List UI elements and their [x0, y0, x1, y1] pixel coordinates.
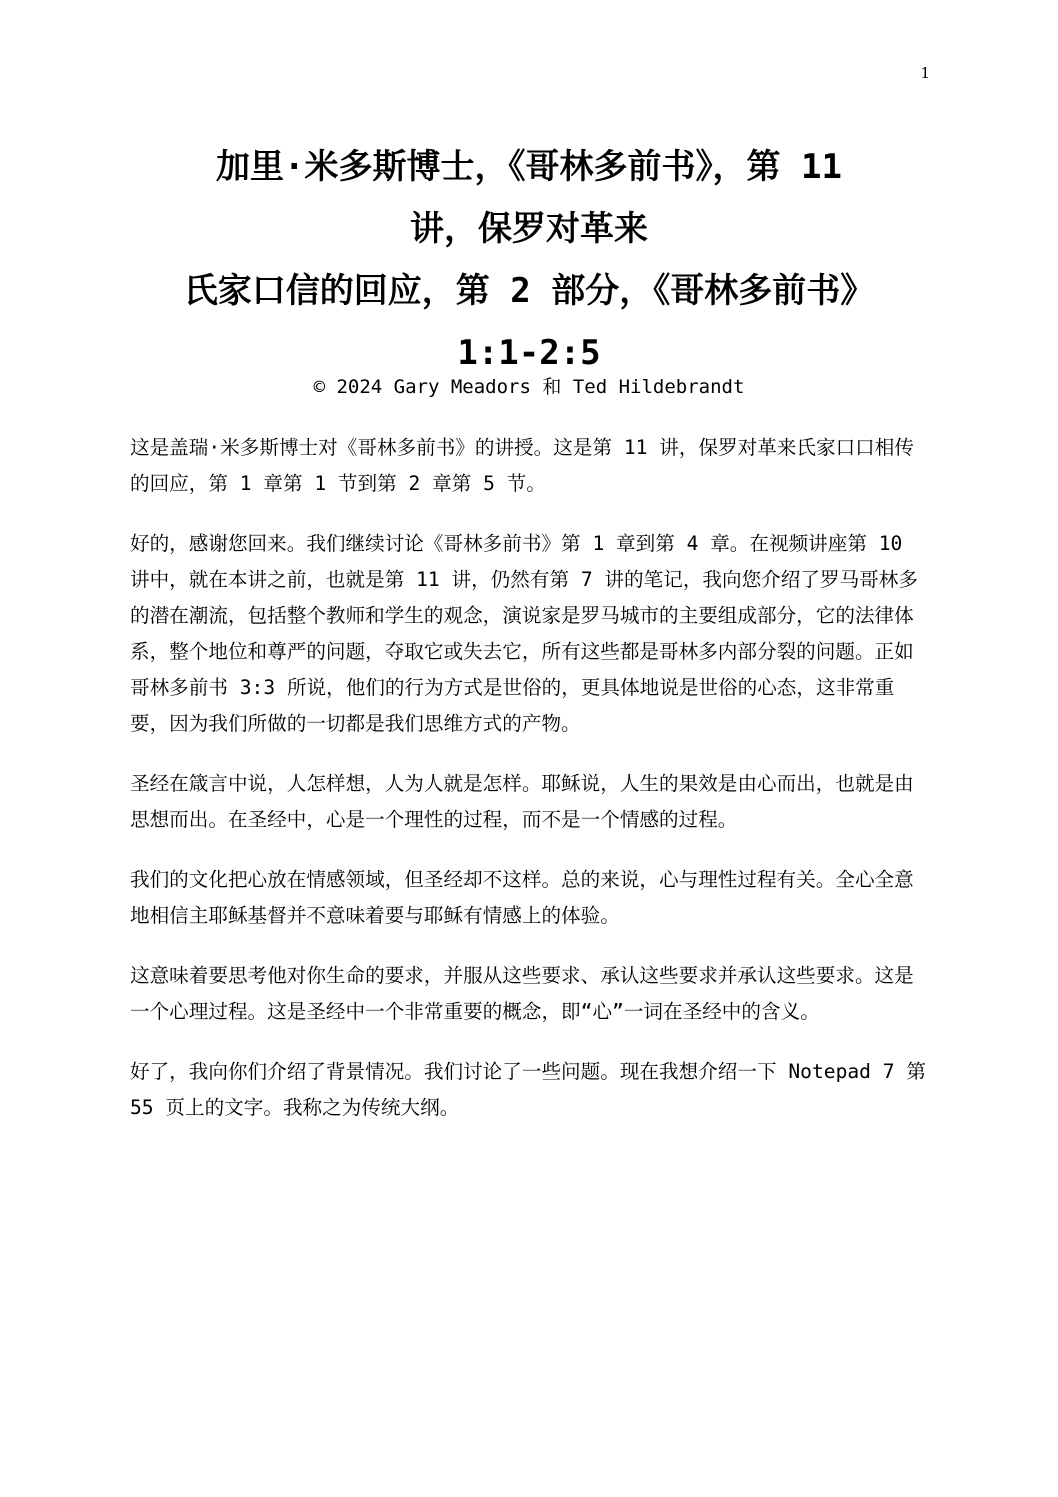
- paragraph-intro: 这是盖瑞·米多斯博士对《哥林多前书》的讲授。这是第 11 讲，保罗对革来氏家口口相传的回应，第 1 章第 1 节到第 2 章第 5 节。: [130, 436, 914, 495]
- paragraph-background: 好的，感谢您回来。我们继续讨论《哥林多前书》第 1 章到第 4 章。在视频讲座第 10 讲中，就在本讲之前，也就是第 11 讲，仍然有第 7 讲的笔记，我向您介绍了罗马哥林多的潜在潮流，包括整个教师和学生的观念，演说家是罗马城市的主要组成部分，它的法律体系，整个地位和尊严的问题，夺取它或失去它，所有这些都是哥林多内部分裂的问题。正如哥林多前书 3:3 所说，他们的行为方式是世俗的，更具体地说是世俗的心态，这非常重要，因为我们所做的一切都是我们思维方式的产物。: [130, 532, 918, 735]
- body-text: [130, 430, 930, 1150]
- copyright-notice: © 2024 Gary Meadors 和 Ted Hildebrandt: [313, 376, 745, 398]
- paragraph-outline: 好了，我向你们介绍了背景情况。我们讨论了一些问题。现在我想介绍一下 Notepad 7 第 55 页上的文字。我称之为传统大纲。: [130, 1060, 926, 1119]
- title-line-3: 氏家口信的回应，第 2 部分，《哥林多前书》: [183, 271, 875, 311]
- title-line-1: 加里·米多斯博士，《哥林多前书》，第 11: [216, 147, 842, 187]
- document-title: [130, 136, 928, 384]
- title-line-2: 讲，保罗对革来: [410, 209, 648, 249]
- paragraph-meaning: 这意味着要思考他对你生命的要求，并服从这些要求、承认这些要求并承认这些要求。这是一个心理过程。这是圣经中一个非常重要的概念，即“心”一词在圣经中的含义。: [130, 964, 914, 1023]
- page-number: 1: [920, 64, 930, 82]
- title-line-4: 1:1-2:5: [457, 333, 601, 373]
- paragraph-proverbs: 圣经在箴言中说，人怎样想，人为人就是怎样。耶稣说，人生的果效是由心而出，也就是由思想而出。在圣经中，心是一个理性的过程，而不是一个情感的过程。: [130, 772, 914, 831]
- paragraph-culture: 我们的文化把心放在情感领域，但圣经却不这样。总的来说，心与理性过程有关。全心全意地相信主耶稣基督并不意味着要与耶稣有情感上的体验。: [130, 868, 914, 927]
